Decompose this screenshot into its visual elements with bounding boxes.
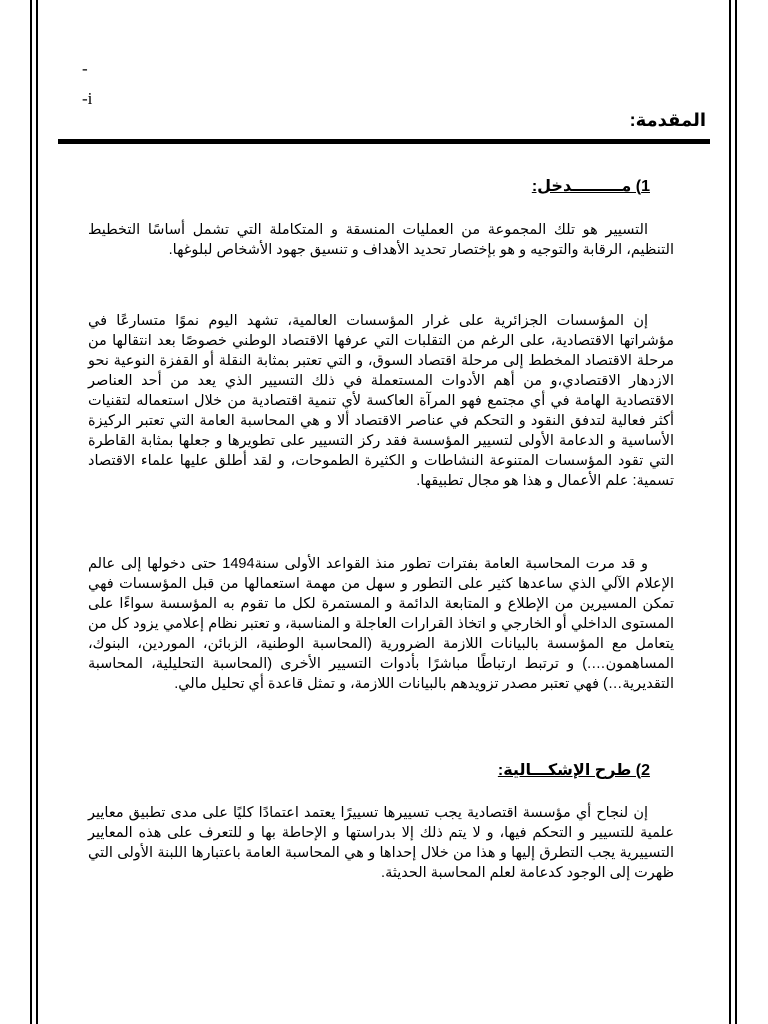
paragraph-problem-statement-text: إن لنجاح أي مؤسسة اقتصادية يجب تسييرها تسييرًا يعتمد اعتمادًا كليًا على مدى تطبيق معايير علمية للتسيير و التحكم فيها، و لا يتم ذلك إلا بدراستها و الإحاطة بها و للتعرف على هذه المعايير التسييرية يجب التطرق إليها و هذا من خلال إحداها و هي المحاسبة العامة باعتبارها اللبنة الأولى التي ظهرت إلى الوجود كدعامة لعلم المحاسبة الحديثة.: [88, 805, 674, 881]
section-heading-problem: 2) طرح الإشكـــالية:: [497, 762, 650, 779]
left-margin-line-inner: [36, 0, 38, 1024]
title-rule: [58, 139, 710, 144]
paragraph-definition: [88, 220, 674, 260]
paragraph-problem-statement: [88, 803, 674, 883]
right-margin-line-outer: [735, 0, 737, 1024]
paragraph-algerian-institutions-text: إن المؤسسات الجزائرية على غرار المؤسسات العالمية، تشهد اليوم نموًا متسارعًا في مؤشراتها الاقتصادية، على الرغم من التقلبات التي عرفها الاقتصاد الوطني خصوصًا بعد انتقالها من مرحلة الاقتصاد المخطط إلى مرحلة اقتصاد السوق، و التي تعتبر بمثابة النقلة أو القفزة النوعية نحو الازدهار الاقتصادي،و من أهم الأدوات المستعملة في ذلك التسيير الذي يعد من أحد العناصر الاقتصادية الهامة في أي مجتمع فهو المرآة العاكسة لأي تنمية اقتصادية من خلال استعماله لتقنيات أكثر فعالية لتدفق النقود و التحكم في عناصر الاقتصاد ألا و هي المحاسبة العامة التي تعتبر الركيزة الأساسية و الدعامة الأولى لتسيير المؤسسة فقد ركز التسيير على تطويرها و جعلها بمثابة القاطرة التي تقود المؤسسات المتنوعة النشاطات و الكثيرة الطموحات، و لقد أطلق عليها علماء الاقتصاد تسمية: علم الأعمال و هذا هو مجال تطبيقها.: [88, 313, 674, 489]
document-title: المقدمة:: [629, 110, 706, 130]
stray-marks: [82, 54, 92, 114]
right-margin-line-inner: [729, 0, 731, 1024]
left-margin-line-outer: [30, 0, 32, 1024]
paragraph-accounting-history-text: و قد مرت المحاسبة العامة بفترات تطور منذ القواعد الأولى سنة1494 حتى دخولها إلى عالم الإعلام الآلي الذي ساعدها كثير على التطور و سهل من مهمة استعمالها من قبل المؤسسات فهي تمكن المسيرين من الإطلاع و المتابعة الدائمة و المستمرة لكل ما تقوم به المؤسسة سواءًا على المستوى الداخلي أو الخارجي و اتخاذ القرارات العاجلة و المناسبة، و تعتبر نظام إعلامي يزود كل من يتعامل مع المؤسسة بالبيانات اللازمة الضرورية (المحاسبة الوطنية، الزبائن، الموردين، البنوك، المساهمون….) و ترتبط ارتباطًا مباشرًا بأدوات التسيير الأخرى (المحاسبة التحليلية، المحاسبة التقديرية…) فهي تعتبر مصدر تزويدهم بالبيانات اللازمة، و تمثل قاعدة أي تحليل مالي.: [88, 556, 674, 692]
section-heading-intro: 1) مـــــــــدخل:: [531, 178, 650, 195]
paragraph-algerian-institutions: [88, 311, 674, 491]
paragraph-accounting-history: [88, 554, 674, 694]
paragraph-definition-text: التسيير هو تلك المجموعة من العمليات المنسقة و المتكاملة التي تشمل أساسًا التخطيط التنظيم، الرقابة والتوجيه و هو بإختصار تحديد الأهداف و تنسيق جهود الأشخاص لبلوغها.: [88, 222, 674, 258]
stray-mark-i: -i: [82, 89, 93, 108]
stray-mark-dash: -: [82, 59, 88, 78]
